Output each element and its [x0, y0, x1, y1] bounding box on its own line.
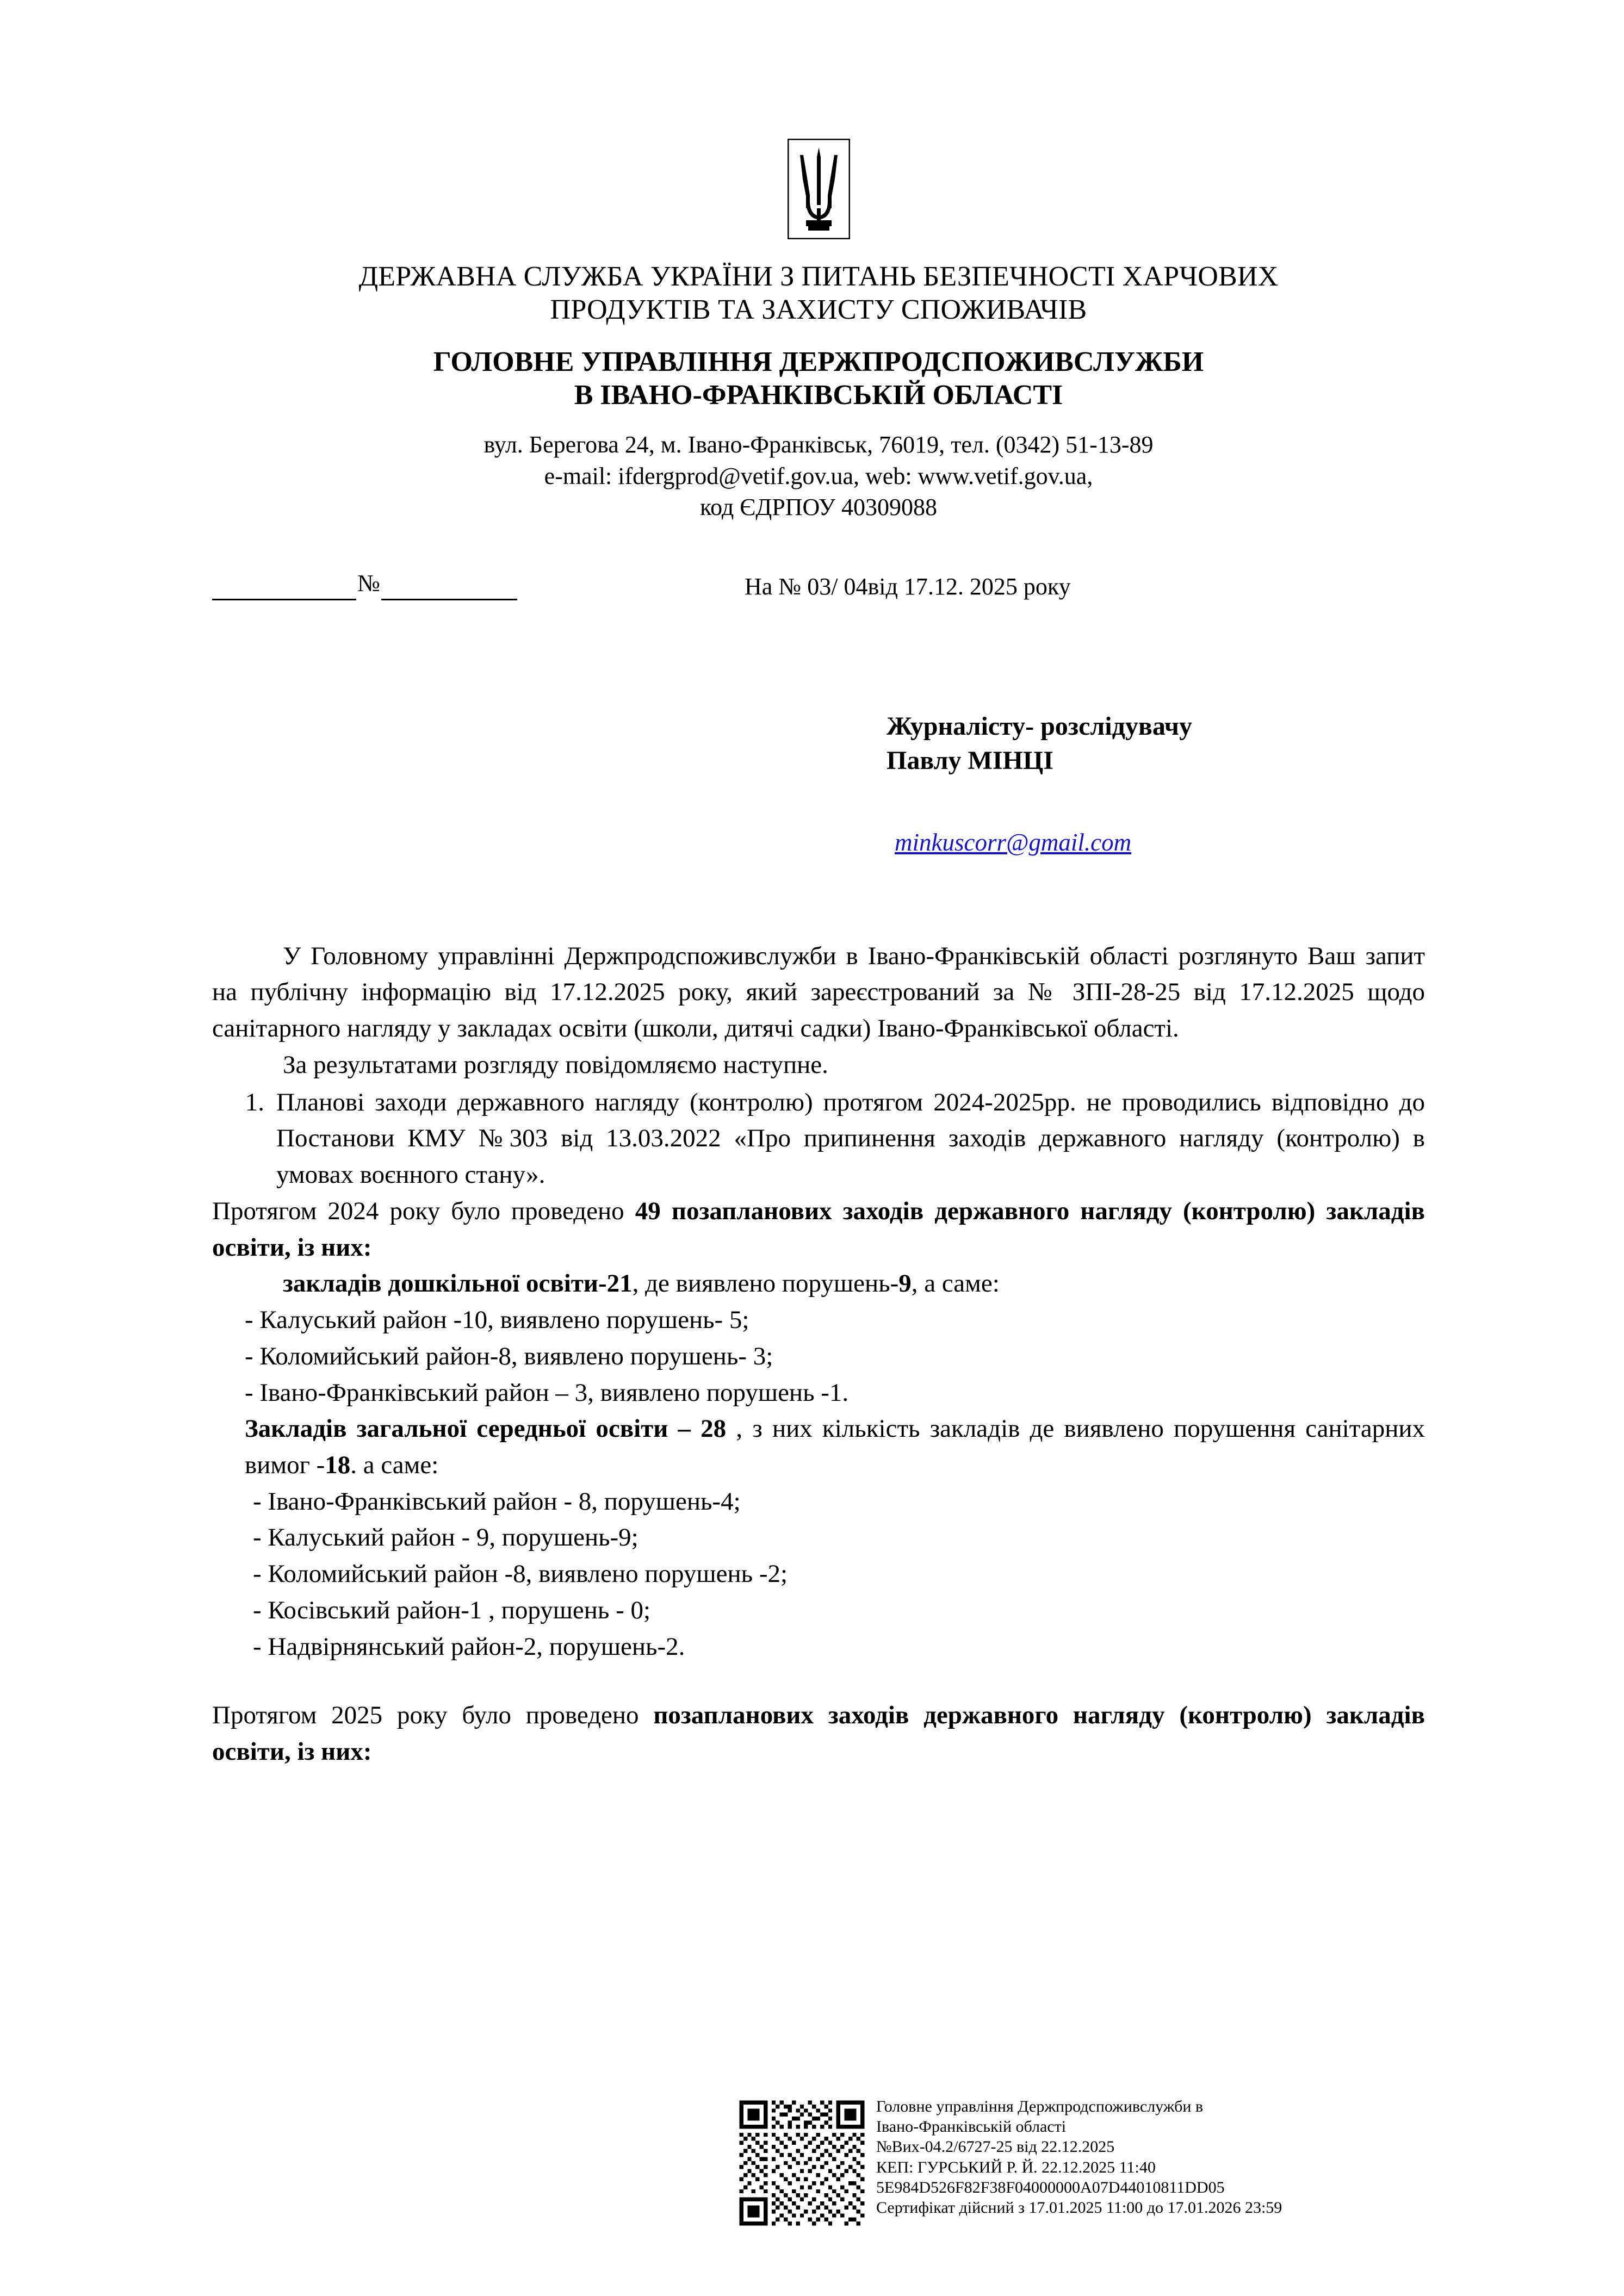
year-2024-highlight: 49 позапланових заходів державного нагляду (контролю) закладів освіти, із них:: [212, 1196, 1425, 1262]
preschool-label: закладів дошкільної освіти-21: [283, 1269, 633, 1298]
secondary-district-kolomyia: - Коломийський район -8, виявлено порушень -2;: [253, 1560, 788, 1588]
secondary-label: Закладів загальної середньої освіти – 28: [245, 1414, 727, 1443]
agency-title-line-1: ДЕРЖАВНА СЛУЖБА УКРАЇНИ З ПИТАНЬ БЕЗПЕЧНОСТІ ХАРЧОВИХ: [358, 261, 1279, 292]
results-paragraph: За результатами розгляду повідомляємо наступне.: [283, 1050, 828, 1079]
reference-row: [212, 569, 1425, 600]
qr-code-digital-signature-icon: [735, 2096, 869, 2230]
contact-email-web: e-mail: ifdergprod@vetif.gov.ua, web: www.vetif.gov.ua,: [544, 462, 1093, 489]
stamp-doc-number: №Вих-04.2/6727-25 від 22.12.2025: [876, 2138, 1115, 2156]
stamp-org-line-1: Головне управління Держпродспоживслужби в: [876, 2098, 1204, 2115]
preschool-district-ivano-frankivsk: - Івано-Франківський район – 3, виявлено порушень -1.: [245, 1378, 849, 1407]
incoming-reference: На № 03/ 04від 17.12. 2025 року: [744, 573, 1071, 600]
signature-stamp-text: [876, 2096, 1282, 2218]
agency-title: [212, 260, 1425, 327]
addressee-email-line: [895, 828, 1425, 857]
emblem-container: [212, 0, 1425, 239]
addressee-email-link[interactable]: minkuscorr@gmail.com: [895, 828, 1132, 856]
office-title-line-2: В ІВАНО-ФРАНКІВСЬКІЙ ОБЛАСТІ: [574, 380, 1063, 411]
year-2024-prefix: Протягом 2024 року було проведено: [212, 1196, 635, 1225]
year-2024-paragraph: [212, 1193, 1425, 1265]
secondary-suffix: . а саме:: [350, 1451, 439, 1479]
preschool-district-kolomyia: - Коломийський район-8, виявлено порушень- 3;: [245, 1342, 773, 1370]
agency-title-line-2: ПРОДУКТІВ ТА ЗАХИСТУ СПОЖИВАЧІВ: [550, 294, 1087, 326]
ukrainian-trident-coat-of-arms-icon: [788, 139, 850, 239]
stamp-serial: 5E984D526F82F38F04000000A07D44010811DD05: [876, 2178, 1225, 2196]
addressee-role: Журналісту- розслідувачу: [887, 712, 1192, 741]
intro-paragraph: У Головному управлінні Держпродспоживслужби в Івано-Франківській області розглянуто Ваш запит на публічну інформацію від 17.12.2025 року, який зареєстрований за № ЗПІ-28-25 від 17.12.2025 щодо санітарного нагляду у закладах освіти (школи, дитячі садки) Івано-Франківської області.: [212, 941, 1425, 1043]
preschool-violation-count: 9: [898, 1269, 912, 1298]
addressee-block: [887, 709, 1425, 778]
letter-body: [212, 938, 1425, 1770]
number-blank-rule: [381, 599, 517, 600]
preschool-middle: , де виявлено порушень-: [632, 1269, 899, 1298]
secondary-summary: [245, 1411, 1425, 1483]
year-2025-paragraph: [212, 1697, 1425, 1770]
secondary-violation-count: 18: [325, 1451, 351, 1479]
preschool-district-kalush: - Калуський район -10, виявлено порушень- 5;: [245, 1306, 749, 1335]
outgoing-reference-blank: [212, 569, 517, 600]
year-2025-prefix: Протягом 2025 року було проведено: [212, 1701, 654, 1730]
list-item-1-text: Планові заходи державного нагляду (контролю) протягом 2024-2025рр. не проводились відповідно до Постанови КМУ №303 від 13.03.2022 «Про припинення заходів державного нагляду (контролю) в умовах воєнного стану».: [276, 1088, 1425, 1189]
list-item-1: [212, 1084, 1425, 1193]
addressee-name: Павлу МІНЦІ: [887, 746, 1053, 775]
contact-address: вул. Берегова 24, м. Івано-Франківськ, 76019, тел. (0342) 51-13-89: [484, 431, 1154, 458]
year-2025-highlight: позапланових заходів державного нагляду (контролю) закладів освіти, із них:: [212, 1701, 1425, 1766]
preschool-summary: [283, 1265, 1425, 1302]
secondary-district-nadvirna: - Надвірнянський район-2, порушень-2.: [253, 1632, 685, 1661]
stamp-validity: Сертифікат дійсний з 17.01.2025 11:00 до 17.01.2026 23:59: [876, 2198, 1282, 2217]
number-symbol: №: [357, 570, 380, 597]
preschool-suffix: , а саме:: [911, 1269, 1000, 1298]
contact-edrpou: код ЄДРПОУ 40309088: [699, 493, 938, 520]
office-title-line-1: ГОЛОВНЕ УПРАВЛІННЯ ДЕРЖПРОДСПОЖИВСЛУЖБИ: [433, 346, 1204, 377]
stamp-org-line-2: Івано-Франківській області: [876, 2118, 1067, 2136]
contact-details: [212, 429, 1425, 523]
digital-signature-stamp: [735, 2096, 1415, 2230]
secondary-district-kalush: - Калуський район - 9, порушень-9;: [253, 1523, 639, 1552]
stamp-signer: КЕП: ГУРСЬКИЙ Р. Й. 22.12.2025 11:40: [876, 2158, 1156, 2176]
secondary-middle: , з них кількість закладів де виявлено порушення санітарних вимог -: [245, 1414, 1425, 1479]
secondary-district-ivano-frankivsk: - Івано-Франківський район - 8, порушень-4;: [253, 1487, 741, 1516]
date-blank-rule: [212, 599, 356, 600]
list-item-1-marker: 1.: [245, 1088, 264, 1116]
secondary-district-kosiv: - Косівський район-1 , порушень - 0;: [253, 1596, 651, 1624]
document-content: [212, 0, 1425, 1770]
office-title: [212, 345, 1425, 412]
